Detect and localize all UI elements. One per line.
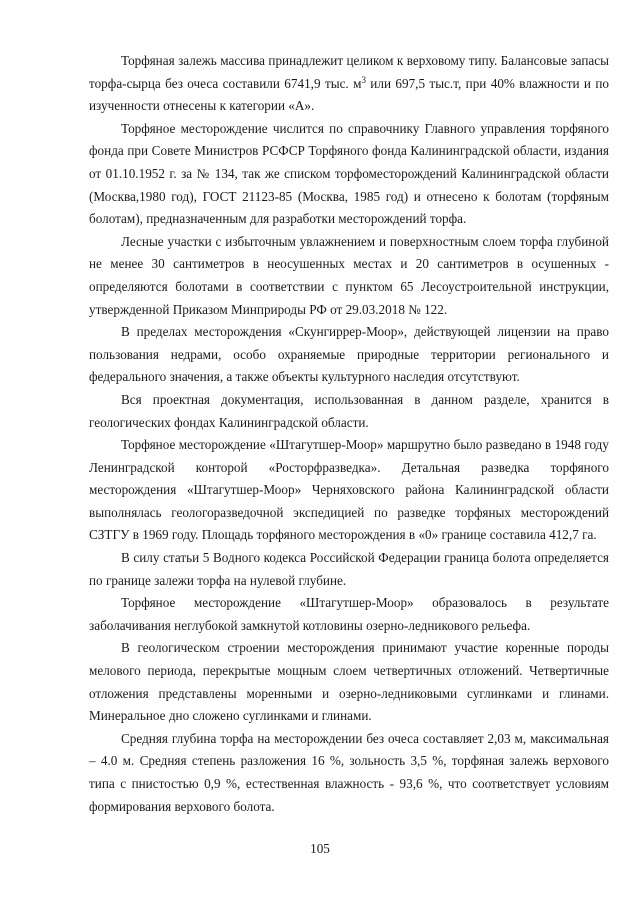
- superscript-3: 3: [361, 74, 366, 85]
- paragraph-reserves-text-end: или 697,5 тыс.т, при 40% влажности и по изученности отнесены к категории «А».: [89, 75, 609, 114]
- paragraph-peat-depth: Средняя глубина торфа на месторождении без очеса составляет 2,03 м, максимальная – 4.0 м. Средняя степень разложения 16 %, зольность 3,5 %, торфяная залежь верхового типа с пнистостью 0,9 %, естественная влажность - 93,6 %, что соответствует условиям формирования верхового болота.: [89, 730, 609, 814]
- paragraph-reserves-text-start: Торфяная залежь массива принадлежит целиком к верховому типу. Балансовые запасы торфа-сырца без очеса составили 6741,9 тыс. м: [89, 53, 609, 91]
- paragraph-exploration: Торфяное месторождение «Штагутшер-Моор» маршрутно было разведано в 1948 году Ленинградской конторой «Росторфразведка». Детальная разведка торфяного месторождения «Штагутшер-Моор» Черняховского района Калининградской области выполнялась геологоразведочной экспедицией по разведке торфяных месторождений СЗТГУ в 1969 году. Площадь торфяного месторождения в «0» границе составила 412,7 га.: [89, 437, 609, 543]
- paragraph-registry: Торфяное месторождение числится по справочнику Главного управления торфяного фонда при Совете Министров РСФСР Торфяного фонда Калининградской области, издания от 01.10.1952 г. за № 134, так же списком торфоместорождений Калининградской области (Москва,1980 год), ГОСТ 21123-85 (Москва, 1985 год) и отнесено к болотам (торфяным болотам), предназначенным для разработки месторождений торфа.: [89, 120, 609, 227]
- paragraph-documentation: Вся проектная документация, использованная в данном разделе, хранится в геологических фондах Калининградской области.: [89, 391, 609, 430]
- body-text: [89, 50, 609, 818]
- paragraph-formation: Торфяное месторождение «Штагутшер-Моор» образовалось в результате заболачивания неглубокой замкнутой котловины озерно-ледникового рельефа.: [89, 595, 609, 633]
- paragraph-license: В пределах месторождения «Скунгиррер-Моор», действующей лицензии на право пользования недрами, особо охраняемые природные территории регионального и федерального значения, а также объекты культурного наследия отсутствуют.: [89, 324, 609, 385]
- paragraph-forest-plots: Лесные участки с избыточным увлажнением и поверхностным слоем торфа глубиной не менее 30 сантиметров в неосушенных местах и 20 сантиметров в осушенных - определяются болотами в соответствии с пунктом 65 Лесоустроительной инструкции, утвержденной Приказом Минприроды РФ от 29.03.2018 № 122.: [89, 233, 609, 317]
- paragraph-geology: В геологическом строении месторождения принимают участие коренные породы мелового периода, перекрытые мощным слоем четвертичных отложений. Четвертичные отложения представлены моренными и озерно-ледниковыми суглинками и глинами. Минеральное дно сложено суглинками и глинами.: [89, 640, 609, 724]
- page-number: 105: [310, 841, 330, 856]
- paragraph-reserves: [89, 50, 609, 118]
- paragraph-water-code: В силу статьи 5 Водного кодекса Российской Федерации граница болота определяется по границе залежи торфа на нулевой глубине.: [89, 550, 609, 588]
